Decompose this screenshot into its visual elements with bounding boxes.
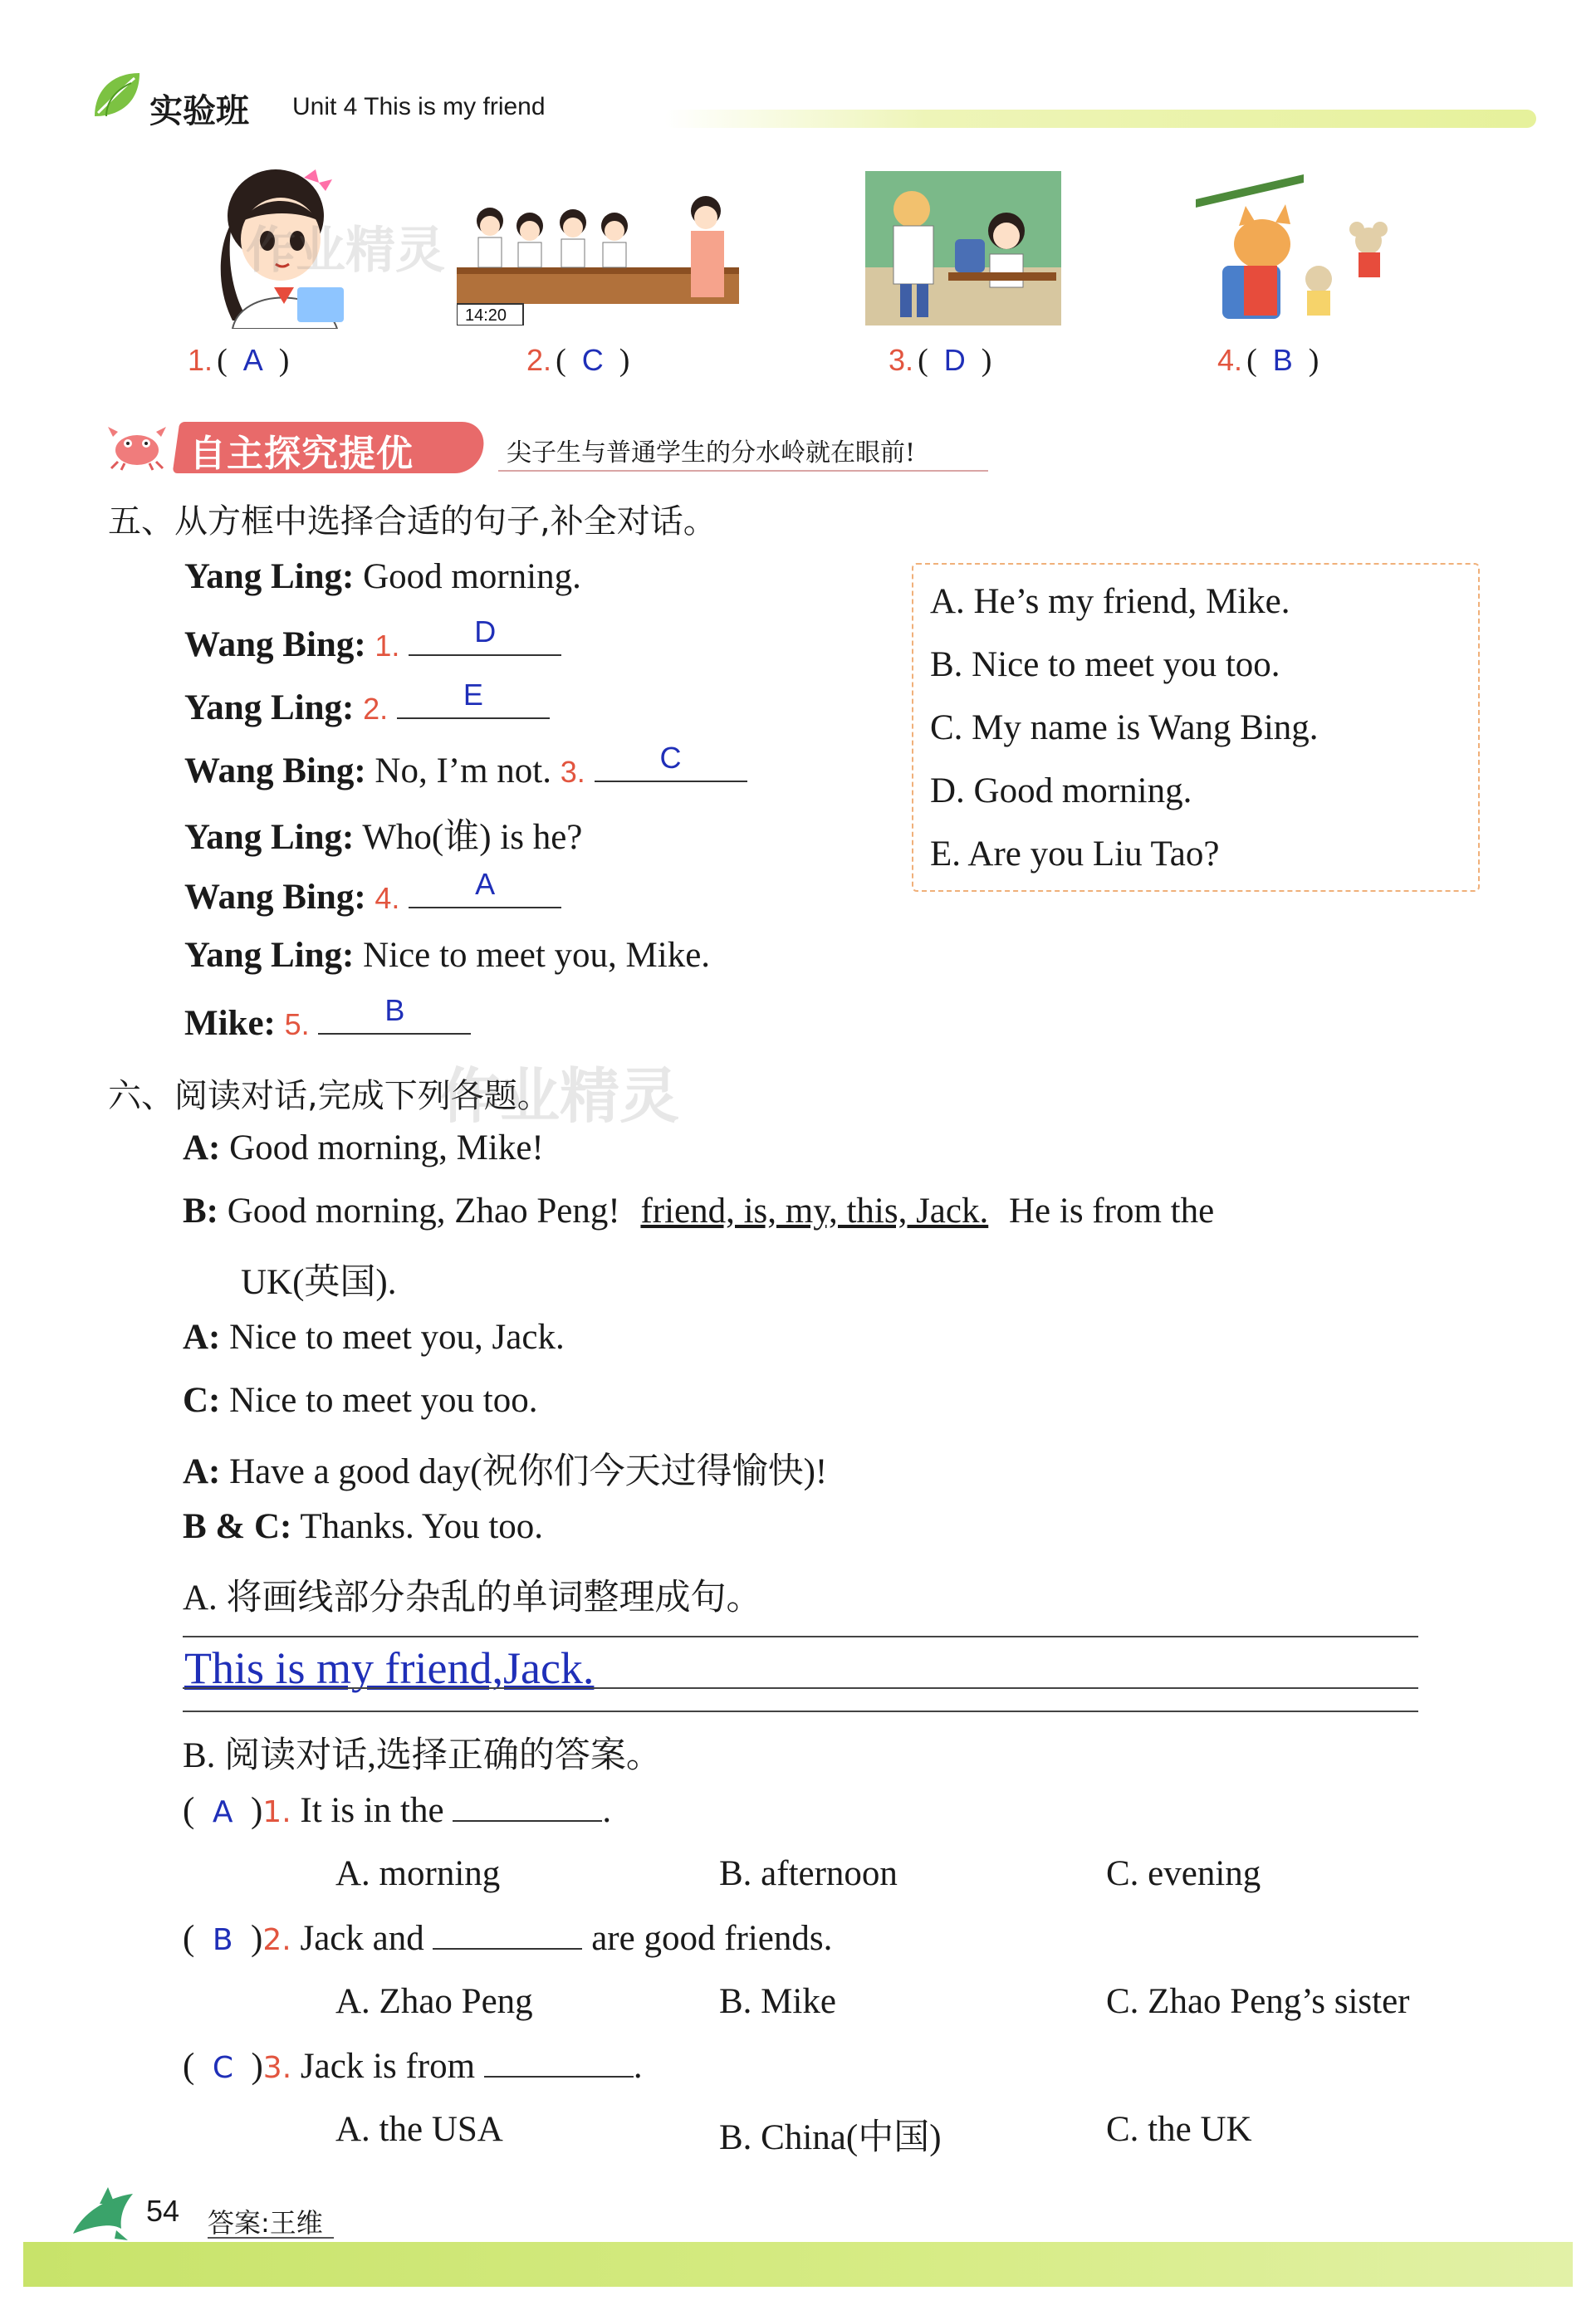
- question-end: are good friends.: [591, 1919, 833, 1958]
- blank-answer: C: [659, 741, 682, 775]
- dialog-line: [183, 1506, 543, 1547]
- blank-number: 1.: [375, 629, 400, 663]
- utterance: No, I’m not.: [375, 751, 551, 790]
- blank-answer: E: [463, 678, 483, 712]
- answer-blank[interactable]: [453, 1792, 602, 1822]
- section5-title: 五、从方框中选择合适的句子,补全对话。: [108, 502, 717, 541]
- question-number: 4.: [1217, 343, 1243, 377]
- dialog-line: [184, 867, 561, 918]
- scrambled-words: friend, is, my, this, Jack.: [640, 1192, 989, 1231]
- picture-two-kids: [865, 171, 1065, 325]
- slogan-underline: [498, 470, 988, 472]
- mc-option: C. Zhao Peng’s sister: [1106, 1982, 1410, 2021]
- section6-title: 六、阅读对话,完成下列各题。: [108, 1077, 551, 1115]
- answer-letter: D: [943, 343, 966, 377]
- utterance: Thanks. You too.: [300, 1507, 544, 1546]
- blank-answer: B: [384, 993, 405, 1027]
- answer-blank[interactable]: [433, 1920, 582, 1950]
- utterance: Nice to meet you too.: [229, 1381, 538, 1420]
- option-b: B. Nice to meet you too.: [930, 645, 1280, 684]
- blank-answer: A: [475, 867, 496, 901]
- mc-option: B. China(中国): [719, 2118, 942, 2157]
- speaker: Yang Ling:: [184, 818, 355, 857]
- utterance: Good morning, Mike!: [229, 1128, 544, 1167]
- question-number: 2.: [526, 343, 552, 377]
- dialog-line: [183, 1443, 827, 1494]
- question-end: .: [633, 2047, 643, 2086]
- mc-option: A. morning: [335, 1854, 501, 1893]
- utterance: Good morning.: [363, 557, 581, 596]
- speaker: A:: [183, 1452, 221, 1491]
- question-number: 1.: [262, 1795, 291, 1829]
- dialog-line: [184, 678, 550, 728]
- dialog-line: [184, 993, 471, 1044]
- question-stem: Jack is from: [300, 2047, 476, 2086]
- speaker: Yang Ling:: [184, 936, 355, 975]
- dialog-line: [183, 1191, 1214, 1231]
- unit-title: Unit 4 This is my friend: [292, 93, 546, 120]
- page-number: 54: [146, 2194, 180, 2228]
- question-number: 3.: [889, 343, 914, 377]
- answer-letter: A: [242, 343, 263, 377]
- dolphin-icon: [66, 2179, 143, 2245]
- question-number: 2.: [262, 1923, 291, 1957]
- answer-blank[interactable]: [318, 993, 471, 1035]
- dialog-line: [183, 1317, 565, 1358]
- banner-slogan: 尖子生与普通学生的分水岭就在眼前!: [507, 438, 916, 467]
- answer-blank[interactable]: [484, 2048, 634, 2078]
- picture-answer-2: 2. ( C ): [526, 343, 630, 378]
- option-e: E. Are you Liu Tao?: [930, 835, 1220, 874]
- writing-line-top: [183, 1636, 1418, 1637]
- clock-readout: 14:20: [465, 306, 507, 325]
- speaker: C:: [183, 1381, 221, 1420]
- question-end: .: [602, 1791, 612, 1830]
- speaker: Wang Bing:: [184, 625, 366, 664]
- speaker: Yang Ling:: [184, 688, 355, 727]
- blank-number: 3.: [560, 755, 585, 789]
- question-stem: It is in the: [300, 1791, 444, 1830]
- handwritten-answer[interactable]: This is my friend,Jack.: [184, 1643, 595, 1693]
- partB-instruction: B. 阅读对话,选择正确的答案。: [183, 1736, 662, 1775]
- mc-question: ( A )1. It is in the .: [183, 1791, 612, 1830]
- question-number: 1.: [188, 343, 213, 377]
- option-c: C. My name is Wang Bing.: [930, 708, 1319, 747]
- answer-letter: C: [581, 343, 604, 377]
- header-band: [664, 110, 1536, 128]
- speaker: Wang Bing:: [184, 751, 366, 790]
- mc-option: A. Zhao Peng: [335, 1982, 533, 2021]
- dialog-continuation: UK(英国).: [241, 1263, 397, 1302]
- dialog-line: [184, 614, 561, 665]
- speaker: Wang Bing:: [184, 878, 366, 917]
- speaker: A:: [183, 1128, 221, 1167]
- utterance-tail: He is from the: [1008, 1192, 1215, 1231]
- mc-option: C. the UK: [1106, 2110, 1252, 2149]
- banner-title: 自主探究提优: [189, 433, 414, 475]
- footer-name-underline: [208, 2237, 334, 2239]
- utterance: Nice to meet you, Mike.: [363, 936, 711, 975]
- picture-answer-4: 4. ( B ): [1217, 343, 1319, 378]
- answer-blank[interactable]: [409, 867, 561, 908]
- mc-answer: C: [212, 2051, 233, 2085]
- picture-cat-mouse: [1196, 174, 1412, 321]
- blank-answer: D: [474, 614, 497, 649]
- utterance: Have a good day(祝你们今天过得愉快)!: [229, 1452, 828, 1491]
- mc-option: C. evening: [1106, 1854, 1261, 1893]
- speaker: A:: [183, 1318, 221, 1357]
- dialog-line: [183, 1380, 538, 1421]
- dialog-line: [184, 935, 710, 976]
- mc-answer: A: [212, 1795, 233, 1829]
- answer-letter: B: [1272, 343, 1293, 377]
- dialog-line: [184, 741, 747, 791]
- answer-blank[interactable]: [409, 614, 561, 656]
- leaf-logo-icon: [90, 68, 144, 123]
- blank-number: 4.: [375, 881, 400, 915]
- mc-option: B. afternoon: [719, 1854, 898, 1893]
- mc-question: ( C )3. Jack is from .: [183, 2047, 643, 2086]
- option-a: A. He’s my friend, Mike.: [930, 582, 1290, 621]
- picture-classroom: [457, 188, 747, 325]
- speaker: Yang Ling:: [184, 557, 355, 596]
- question-stem: Jack and: [300, 1919, 424, 1958]
- footer-band: [23, 2242, 1573, 2287]
- blank-number: 2.: [363, 692, 389, 726]
- picture-answer-3: 3. ( D ): [889, 343, 992, 378]
- partA-instruction: A. 将画线部分杂乱的单词整理成句。: [183, 1578, 762, 1618]
- mc-option: B. Mike: [719, 1982, 836, 2021]
- blank-number: 5.: [284, 1007, 310, 1041]
- mc-option: A. the USA: [335, 2110, 503, 2149]
- crab-icon: [106, 418, 168, 472]
- watermark: 作业精灵: [246, 222, 445, 280]
- question-number: 3.: [262, 2051, 292, 2085]
- utterance: Good morning, Zhao Peng!: [227, 1192, 620, 1231]
- speaker: Mike:: [184, 1004, 276, 1043]
- speaker: B & C:: [183, 1507, 292, 1546]
- picture-answer-1: 1. ( A ): [188, 343, 290, 378]
- dialog-line: [184, 809, 582, 859]
- watermark: 作业精灵: [440, 1061, 680, 1131]
- option-d: D. Good morning.: [930, 771, 1192, 810]
- answer-blank[interactable]: [595, 741, 747, 782]
- utterance: Who(谁) is he?: [362, 818, 583, 857]
- writing-line-middle: [183, 1687, 1418, 1689]
- brand-title: 实验班: [149, 92, 249, 130]
- writing-line-bottom: [183, 1711, 1418, 1712]
- answer-blank[interactable]: [397, 678, 550, 719]
- mc-answer: B: [212, 1923, 233, 1957]
- speaker: B:: [183, 1192, 218, 1231]
- dialog-line: [184, 556, 581, 597]
- footer-name: 答案:王维: [208, 2207, 323, 2239]
- utterance: Nice to meet you, Jack.: [229, 1318, 565, 1357]
- mc-question: ( B )2. Jack and are good friends.: [183, 1919, 833, 1958]
